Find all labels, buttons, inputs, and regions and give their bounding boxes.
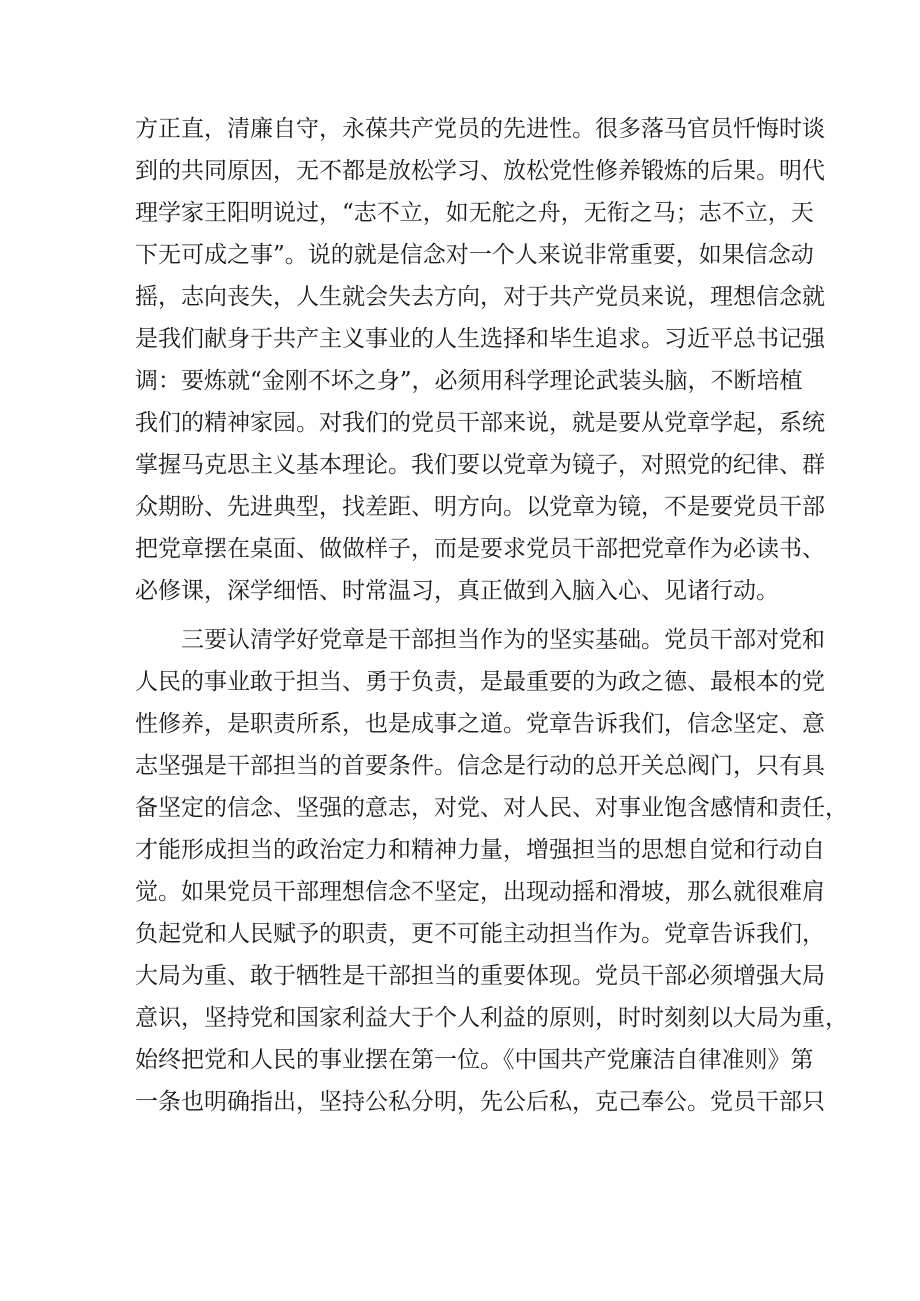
text-line: 志坚强是干部担当的首要条件。信念是行动的总开关总阀门，只有具 bbox=[135, 753, 825, 779]
text-line: 备坚定的信念、坚强的意志，对党、对人民、对事业饱含感情和责任， bbox=[135, 795, 848, 821]
text-line: 必修课，深学细悟、时常温习，真正做到入脑入心、见诸行动。 bbox=[135, 578, 779, 604]
document-body bbox=[135, 108, 848, 1123]
text-line: 摇，志向丧失，人生就会失去方向，对于共产党员来说，理想信念就 bbox=[135, 284, 825, 310]
text-line: 一条也明确指出，坚持公私分明，先公后私，克己奉公。党员干部只 bbox=[135, 1089, 825, 1115]
text-line: 觉。如果党员干部理想信念不坚定，出现动摇和滑坡，那么就很难肩 bbox=[135, 879, 825, 905]
text-line: 才能形成担当的政治定力和精神力量，增强担当的思想自觉和行动自 bbox=[135, 837, 825, 863]
text-line: 负起党和人民赋予的职责，更不可能主动担当作为。党章告诉我们， bbox=[135, 921, 825, 947]
text-line: 人民的事业敢于担当、勇于负责，是最重要的为政之德、最根本的党 bbox=[135, 669, 825, 695]
text-line: 调：要炼就“金刚不坏之身”，必须用科学理论武装头脑，不断培植 bbox=[135, 368, 803, 394]
text-line: 把党章摆在桌面、做做样子，而是要求党员干部把党章作为必读书、 bbox=[135, 536, 825, 562]
text-line: 方正直，清廉自守，永葆共产党员的先进性。很多落马官员忏悔时谈 bbox=[135, 116, 825, 142]
text-line: 我们的精神家园。对我们的党员干部来说，就是要从党章学起，系统 bbox=[135, 410, 825, 436]
text-line: 始终把党和人民的事业摆在第一位。《中国共产党廉洁自律准则》第 bbox=[135, 1047, 814, 1073]
text-line: 意识，坚持党和国家利益大于个人利益的原则，时时刻刻以大局为重， bbox=[135, 1005, 848, 1031]
text-line: 众期盼、先进典型，找差距、明方向。以党章为镜，不是要党员干部 bbox=[135, 494, 825, 520]
text-line: 掌握马克思主义基本理论。我们要以党章为镜子，对照党的纪律、群 bbox=[135, 452, 825, 478]
text-line: 是我们献身于共产主义事业的人生选择和毕生追求。习近平总书记强 bbox=[135, 326, 825, 352]
text-line: 大局为重、敢于牺牲是干部担当的重要体现。党员干部必须增强大局 bbox=[135, 963, 825, 989]
text-line: 性修养，是职责所系，也是成事之道。党章告诉我们，信念坚定、意 bbox=[135, 711, 825, 737]
text-line: 三要认清学好党章是干部担当作为的坚实基础。党员干部对党和 bbox=[181, 627, 825, 653]
text-line: 到的共同原因，无不都是放松学习、放松党性修养锻炼的后果。明代 bbox=[135, 158, 825, 184]
text-line: 下无可成之事”。说的就是信念对一个人来说非常重要，如果信念动 bbox=[135, 242, 814, 268]
paragraph-1 bbox=[135, 108, 825, 612]
paragraph-2 bbox=[135, 619, 848, 1123]
paragraph-gap bbox=[135, 612, 795, 619]
text-line: 理学家王阳明说过，“志不立，如无舵之舟，无衔之马；志不立，天 bbox=[135, 200, 814, 226]
